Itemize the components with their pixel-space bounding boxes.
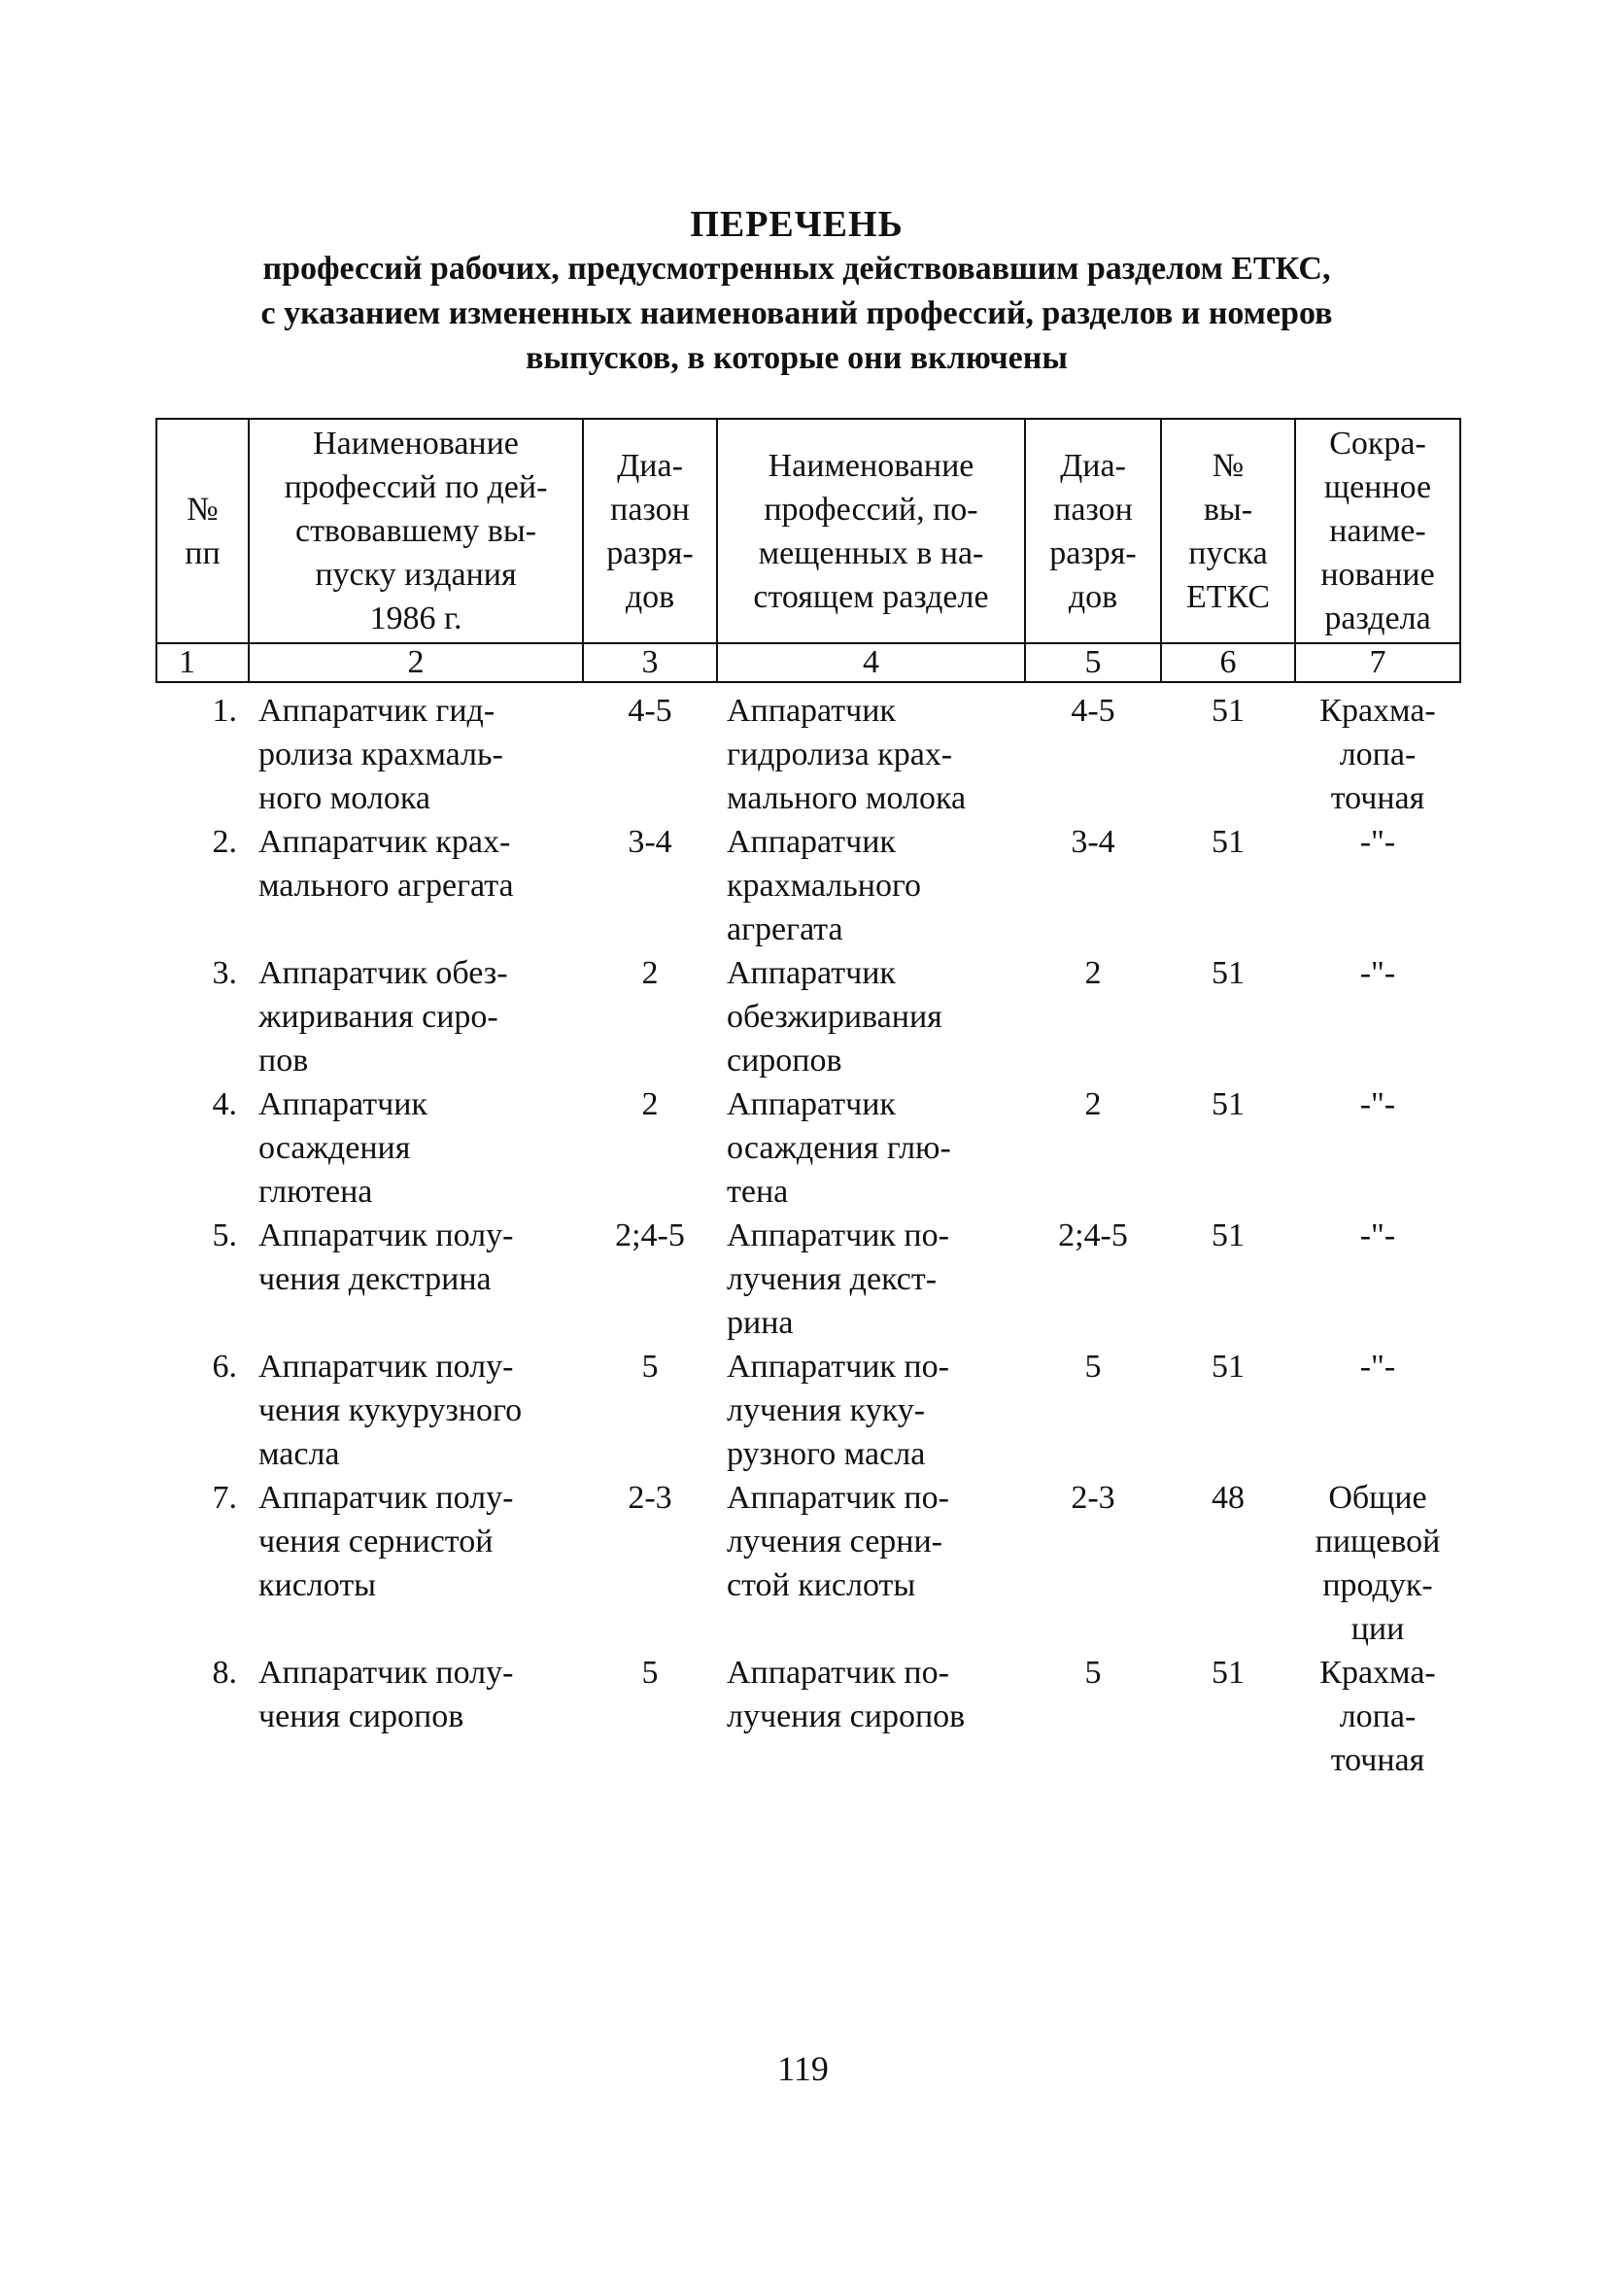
- new-grade-range: 5: [1084, 1349, 1102, 1385]
- new-profession-name: Аппаратчик по- лучения сиропов: [727, 1655, 966, 1734]
- new-profession-name: Аппаратчик осаждения глю- тена: [727, 1086, 951, 1210]
- old-profession-name: Аппаратчик осаждения глютена: [258, 1086, 427, 1210]
- column-number: 2: [249, 643, 583, 682]
- etks-issue: 51: [1212, 955, 1245, 991]
- column-number-row: [156, 643, 1460, 682]
- row-number: 8.: [212, 1655, 237, 1691]
- column-number: 4: [717, 643, 1025, 682]
- old-grade-range: 5: [641, 1349, 659, 1385]
- section-short-name: -"-: [1359, 824, 1396, 860]
- new-profession-name: Аппаратчик крахмального агрегата: [727, 824, 922, 947]
- etks-issue: 51: [1212, 693, 1245, 729]
- old-profession-name: Аппаратчик полу- чения сиропов: [258, 1655, 514, 1734]
- old-profession-name: Аппаратчик полу- чения декстрина: [258, 1217, 514, 1297]
- new-grade-range: 2: [1084, 955, 1102, 991]
- header-old-grade-range: Диа- пазон разря- дов: [583, 419, 717, 643]
- table-header-row: [156, 419, 1460, 643]
- new-profession-name: Аппаратчик обезжиривания сиропов: [727, 955, 942, 1079]
- old-grade-range: 4-5: [628, 693, 672, 729]
- old-profession-name: Аппаратчик обез- жиривания сиро- пов: [258, 955, 508, 1079]
- new-profession-name: Аппаратчик по- лучения куку- рузного масла: [727, 1349, 949, 1472]
- document-title: [146, 202, 1448, 381]
- row-number: 5.: [212, 1217, 237, 1253]
- etks-issue: 51: [1212, 1217, 1245, 1253]
- new-profession-name: Аппаратчик по- лучения серни- стой кислоты: [727, 1480, 949, 1603]
- old-grade-range: 2-3: [628, 1480, 672, 1516]
- etks-issue: 51: [1212, 1349, 1245, 1385]
- old-profession-name: Аппаратчик полу- чения кукурузного масла: [258, 1349, 523, 1472]
- row-number: 2.: [212, 824, 237, 860]
- new-profession-name: Аппаратчик гидролиза крах- мального молока: [727, 693, 967, 816]
- table-row: [156, 951, 1460, 1082]
- section-short-name: -"-: [1359, 1086, 1396, 1122]
- old-grade-range: 2: [641, 1086, 659, 1122]
- etks-issue: 51: [1212, 824, 1245, 860]
- row-number: 6.: [212, 1349, 237, 1385]
- table-body: [156, 682, 1460, 1782]
- table-row: [156, 1651, 1460, 1782]
- professions-table: [155, 418, 1461, 1782]
- title-line-3: выпусков, в которые они включены: [526, 340, 1068, 376]
- column-number: 1: [156, 643, 249, 682]
- old-grade-range: 5: [641, 1655, 659, 1691]
- section-short-name: -"-: [1359, 1349, 1396, 1385]
- new-grade-range: 3-4: [1071, 824, 1115, 860]
- section-short-name: Крахма- лопа- точная: [1319, 1655, 1436, 1778]
- row-number: 3.: [212, 955, 237, 991]
- new-grade-range: 5: [1084, 1655, 1102, 1691]
- old-grade-range: 2: [641, 955, 659, 991]
- new-grade-range: 2: [1084, 1086, 1102, 1122]
- old-profession-name: Аппаратчик гид- ролиза крахмаль- ного молока: [258, 693, 503, 816]
- title-line-1: профессий рабочих, предусмотренных действовавшим разделом ЕТКС,: [262, 251, 1331, 287]
- column-number: 5: [1025, 643, 1161, 682]
- title-line-2: с указанием измененных наименований профессий, разделов и номеров: [260, 295, 1333, 331]
- row-number: 1.: [212, 693, 237, 729]
- header-etks-issue: № вы- пуска ЕТКС: [1161, 419, 1295, 643]
- title-heading: ПЕРЕЧЕНЬ: [690, 204, 904, 245]
- header-number: № пп: [156, 419, 249, 643]
- table-row: [156, 689, 1460, 820]
- section-short-name: Общие пищевой продук- ции: [1315, 1480, 1441, 1647]
- row-number: 4.: [212, 1086, 237, 1122]
- header-new-grade-range: Диа- пазон разря- дов: [1025, 419, 1161, 643]
- etks-issue: 48: [1212, 1480, 1245, 1516]
- new-grade-range: 4-5: [1071, 693, 1115, 729]
- old-profession-name: Аппаратчик крах- мального агрегата: [258, 824, 514, 904]
- new-grade-range: 2-3: [1071, 1480, 1115, 1516]
- table-row: [156, 820, 1460, 951]
- section-short-name: -"-: [1359, 1217, 1396, 1253]
- table-row: [156, 1476, 1460, 1651]
- table-row: [156, 1082, 1460, 1214]
- header-new-profession-name: Наименование профессий, по- мещенных в на- стоящем разделе: [717, 419, 1025, 643]
- etks-issue: 51: [1212, 1655, 1245, 1691]
- old-profession-name: Аппаратчик полу- чения сернистой кислоты: [258, 1480, 514, 1603]
- section-short-name: -"-: [1359, 955, 1396, 991]
- header-old-profession-name: Наименование профессий по дей- ствовавшему вы- пуску издания 1986 г.: [249, 419, 583, 643]
- old-grade-range: 3-4: [628, 824, 672, 860]
- etks-issue: 51: [1212, 1086, 1245, 1122]
- new-grade-range: 2;4-5: [1058, 1217, 1128, 1253]
- table-row: [156, 1214, 1460, 1345]
- new-profession-name: Аппаратчик по- лучения декст- рина: [727, 1217, 949, 1341]
- page-number: 119: [777, 2049, 829, 2088]
- old-grade-range: 2;4-5: [615, 1217, 685, 1253]
- column-number: 3: [583, 643, 717, 682]
- column-number: 6: [1161, 643, 1295, 682]
- row-number: 7.: [212, 1480, 237, 1516]
- table-row: [156, 1345, 1460, 1476]
- column-number: 7: [1295, 643, 1460, 682]
- header-section-short-name: Сокра- щенное наиме- нование раздела: [1295, 419, 1460, 643]
- section-short-name: Крахма- лопа- точная: [1319, 693, 1436, 816]
